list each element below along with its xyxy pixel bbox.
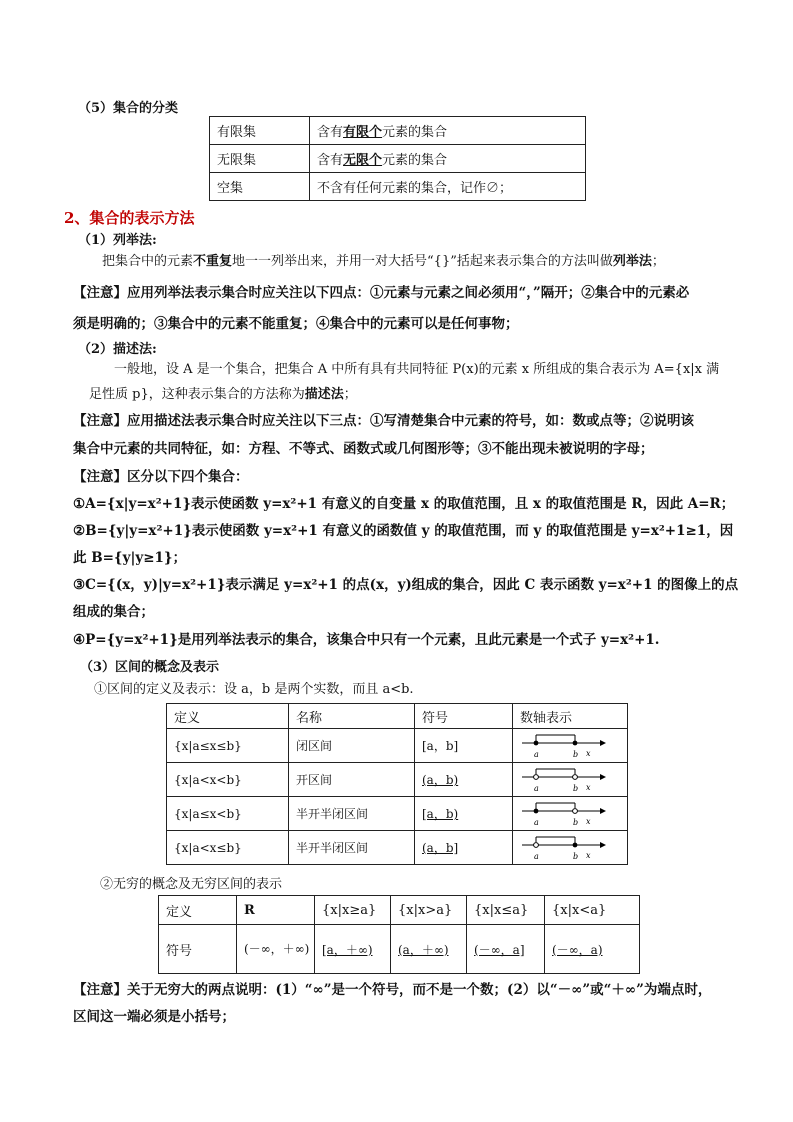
table-header-row <box>167 704 628 729</box>
table-row <box>167 797 628 831</box>
classification-heading: （5）集合的分类 <box>78 101 179 116</box>
axis-label-x: x <box>586 850 591 860</box>
table-header-row <box>159 896 640 925</box>
axis-label-x: x <box>586 748 591 758</box>
table-row <box>210 173 586 201</box>
description-title: （2）描述法: <box>78 342 157 357</box>
closed-endpoint <box>573 842 578 847</box>
note-infinity-line1: 【注意】关于无穷大的两点说明：(1）“∞”是一个符号，而不是一个数；(2）以“－∞”或“＋∞”为端点时， <box>73 982 712 998</box>
symbol-real: (－∞，＋∞) <box>237 925 315 974</box>
open-endpoint <box>573 774 578 779</box>
closed-endpoint <box>573 740 578 745</box>
number-line-right-closed <box>520 834 610 862</box>
symbol-ge-a: [a，＋∞) <box>315 925 391 974</box>
interval-definition-cell: {x|a≤x<b} <box>167 797 289 831</box>
note-infinity-line2: 区间这一端必须是小括号； <box>73 1009 235 1025</box>
axis-label-a: a <box>534 783 539 793</box>
interval-symbol-cell: [a，b) <box>415 797 513 831</box>
interval-name-cell: 半开半闭区间 <box>289 831 415 865</box>
interval-name-cell: 开区间 <box>289 763 415 797</box>
open-endpoint <box>534 842 539 847</box>
open-endpoint <box>573 808 578 813</box>
set-item-p: ④P={y=x²+1}是用列举法表示的集合，该集合中只有一个元素，且此元素是一个式子 y=x²+1. <box>73 632 660 648</box>
closed-endpoint <box>534 740 539 745</box>
set-desc-cell: 含有有限个元素的集合 <box>310 117 586 145</box>
table-row <box>167 763 628 797</box>
interval-definition-cell: {x|a≤x≤b} <box>167 729 289 763</box>
enumeration-title: （1）列举法: <box>78 233 157 248</box>
symbol-gt-a: (a，＋∞) <box>391 925 467 974</box>
set-item-c-line1: ③C={(x，y)|y=x²+1}表示满足 y=x²+1 的点(x，y)组成的集合，因此 C 表示函数 y=x²+1 的图像上的点 <box>73 577 739 593</box>
axis-label-x: x <box>586 816 591 826</box>
section-title: 2、集合的表示方法 <box>64 209 195 227</box>
set-type-cell: 无限集 <box>210 145 310 173</box>
header-definition: 定义 <box>159 896 237 925</box>
axis-label-a: a <box>534 851 539 861</box>
note-enumeration-line1: 【注意】应用列举法表示集合时应关注以下四点：①元素与元素之间必须用“，”隔开；②集合中的元素必 <box>73 285 690 301</box>
header-number-line: 数轴表示 <box>513 704 628 729</box>
interval-definition-cell: {x|a<x<b} <box>167 763 289 797</box>
number-line-closed <box>520 732 610 760</box>
symbol-lt-a: (－∞，a) <box>545 925 640 974</box>
number-line-left-closed <box>520 800 610 828</box>
axis-label-b: b <box>573 783 579 793</box>
table-row <box>159 925 640 974</box>
description-line2: 足性质 p}，这种表示集合的方法称为描述法； <box>89 387 357 402</box>
classification-table <box>209 116 586 201</box>
axis-label-b: b <box>573 851 579 861</box>
interval-definition-cell: {x|a<x≤b} <box>167 831 289 865</box>
axis-label-a: a <box>534 817 539 827</box>
header-name: 名称 <box>289 704 415 729</box>
number-line-cell <box>513 729 628 763</box>
infinity-title: ②无穷的概念及无穷区间的表示 <box>100 877 283 892</box>
set-item-b-line2: 此 B={y|y≥1}； <box>73 550 187 566</box>
table-row <box>167 729 628 763</box>
header-symbol: 符号 <box>415 704 513 729</box>
set-type-cell: 有限集 <box>210 117 310 145</box>
header-le-a: {x|x≤a} <box>467 896 545 925</box>
table-row <box>210 145 586 173</box>
number-line-cell <box>513 831 628 865</box>
interval-definition: ①区间的定义及表示：设 a，b 是两个实数，而且 a<b. <box>94 682 414 697</box>
interval-symbol-cell: (a，b) <box>415 763 513 797</box>
header-gt-a: {x|x>a} <box>391 896 467 925</box>
symbol-le-a: (－∞，a] <box>467 925 545 974</box>
set-item-c-line2: 组成的集合； <box>73 604 154 620</box>
interval-table <box>166 703 628 865</box>
header-lt-a: {x|x<a} <box>545 896 640 925</box>
note-four-sets: 【注意】区分以下四个集合： <box>73 469 249 485</box>
header-definition: 定义 <box>167 704 289 729</box>
set-item-a: ①A={x|y=x²+1}表示使函数 y=x²+1 有意义的自变量 x 的取值范围，且 x 的取值范围是 R，因此 A=R； <box>73 496 735 512</box>
interval-name-cell: 闭区间 <box>289 729 415 763</box>
interval-name-cell: 半开半闭区间 <box>289 797 415 831</box>
number-line-cell <box>513 763 628 797</box>
note-enumeration-line2: 须是明确的；③集合中的元素不能重复；④集合中的元素可以是任何事物； <box>73 316 519 332</box>
table-row <box>210 117 586 145</box>
interval-symbol-cell: [a，b] <box>415 729 513 763</box>
header-ge-a: {x|x≥a} <box>315 896 391 925</box>
set-desc-cell: 不含有任何元素的集合，记作∅； <box>310 173 586 201</box>
enumeration-text: 把集合中的元素不重复地一一列举出来，并用一对大括号“{}”括起来表示集合的方法叫做列举法； <box>102 254 665 269</box>
description-line1: 一般地，设 A 是一个集合，把集合 A 中所有具有共同特征 P(x)的元素 x 所组成的集合表示为 A={x|x 满 <box>114 362 720 377</box>
open-endpoint <box>534 774 539 779</box>
number-line-open <box>520 766 610 794</box>
set-item-b-line1: ②B={y|y=x²+1}表示使函数 y=x²+1 有意义的函数值 y 的取值范围，而 y 的取值范围是 y=x²+1≥1，因 <box>73 523 734 539</box>
set-desc-cell: 含有无限个元素的集合 <box>310 145 586 173</box>
note-description-line1: 【注意】应用描述法表示集合时应关注以下三点：①写清楚集合中元素的符号，如：数或点等；②说明该 <box>73 413 694 429</box>
closed-endpoint <box>534 808 539 813</box>
intervals-title: （3）区间的概念及表示 <box>80 660 220 675</box>
table-row <box>167 831 628 865</box>
set-type-cell: 空集 <box>210 173 310 201</box>
note-description-line2: 集合中元素的共同特征，如：方程、不等式、函数式或几何图形等；③不能出现未被说明的字母； <box>73 441 654 457</box>
number-line-cell <box>513 797 628 831</box>
axis-label-a: a <box>534 749 539 759</box>
axis-label-b: b <box>573 749 579 759</box>
header-real: R <box>237 896 315 925</box>
interval-symbol-cell: (a，b] <box>415 831 513 865</box>
axis-label-b: b <box>573 817 579 827</box>
row-label: 符号 <box>159 925 237 974</box>
infinity-table <box>158 895 640 974</box>
axis-label-x: x <box>586 782 591 792</box>
